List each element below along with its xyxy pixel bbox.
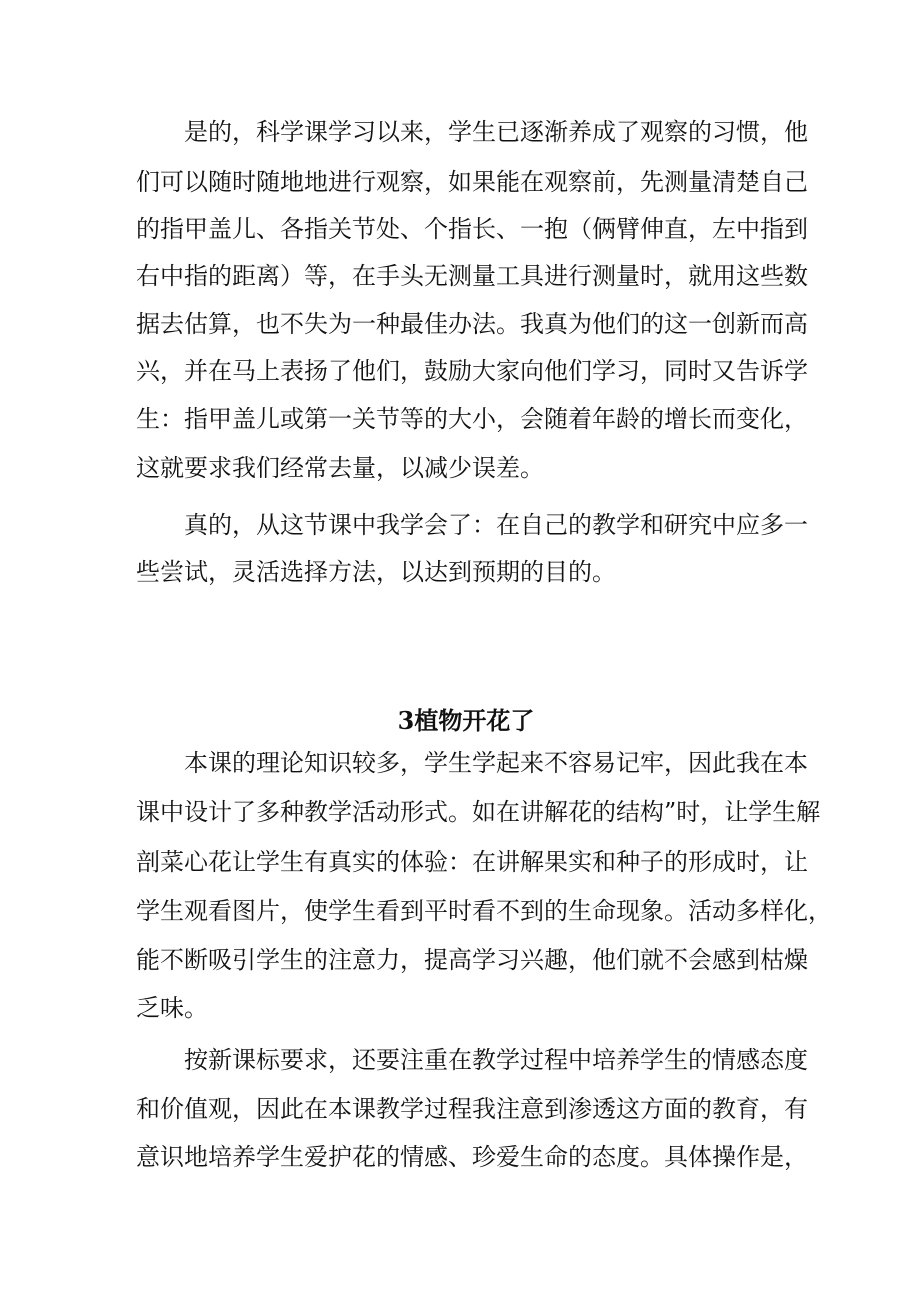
text-line: 这就要求我们经常去量，以减少误差。 [136, 454, 544, 482]
text-line: 和价值观，因此在本课教学过程我注意到渗透这方面的教育，有 [136, 1095, 808, 1123]
text-line: 的指甲盖儿、各指关节处、个指长、一抱（俩臂伸直，左中指到 [136, 215, 808, 243]
text-line: 意识地培养学生爱护花的情感、珍爱生命的态度。具体操作是， [136, 1143, 808, 1171]
section-title: 植物开花了 [414, 706, 535, 735]
text-line: 们可以随时随地地进行观察，如果能在观察前，先测量清楚自己 [136, 168, 808, 196]
section-number: 3 [397, 706, 415, 735]
text-line: 些尝试，灵活选择方法，以达到预期的目的。 [136, 558, 616, 586]
text-line: 学生观看图片，使学生看到平时看不到的生命现象。活动多样化， [136, 897, 832, 925]
text-line: 据去估算，也不失为一种最佳办法。我真为他们的这一创新而高 [136, 310, 808, 338]
text-line: 本课的理论知识较多，学生学起来不容易记牢，因此我在本 [184, 749, 808, 777]
text-line: 是的，科学课学习以来，学生已逐渐养成了观察的习惯，他 [184, 118, 808, 146]
text-line: 剖菜心花让学生有真实的体验：在讲解果实和种子的形成时，让 [136, 848, 808, 876]
text-line: 真的，从这节课中我学会了：在自己的教学和研究中应多一 [184, 511, 808, 539]
text-line: 右中指的距离）等，在手头无测量工具进行测量时，就用这些数 [136, 262, 808, 290]
text-line: 乏味。 [136, 994, 208, 1022]
text-line: 兴，并在马上表扬了他们，鼓励大家向他们学习，同时又告诉学 [136, 357, 808, 385]
text-line: 按新课标要求，还要注重在教学过程中培养学生的情感态度 [184, 1046, 808, 1074]
text-line: 课中设计了多种教学活动形式。如在讲解花的结构”时，让学生解 [136, 798, 821, 826]
section-heading [136, 706, 796, 736]
text-line: 生：指甲盖儿或第一关节等的大小，会随着年龄的增长而变化， [136, 405, 808, 433]
text-line: 能不断吸引学生的注意力，提高学习兴趣，他们就不会感到枯燥 [136, 946, 808, 974]
